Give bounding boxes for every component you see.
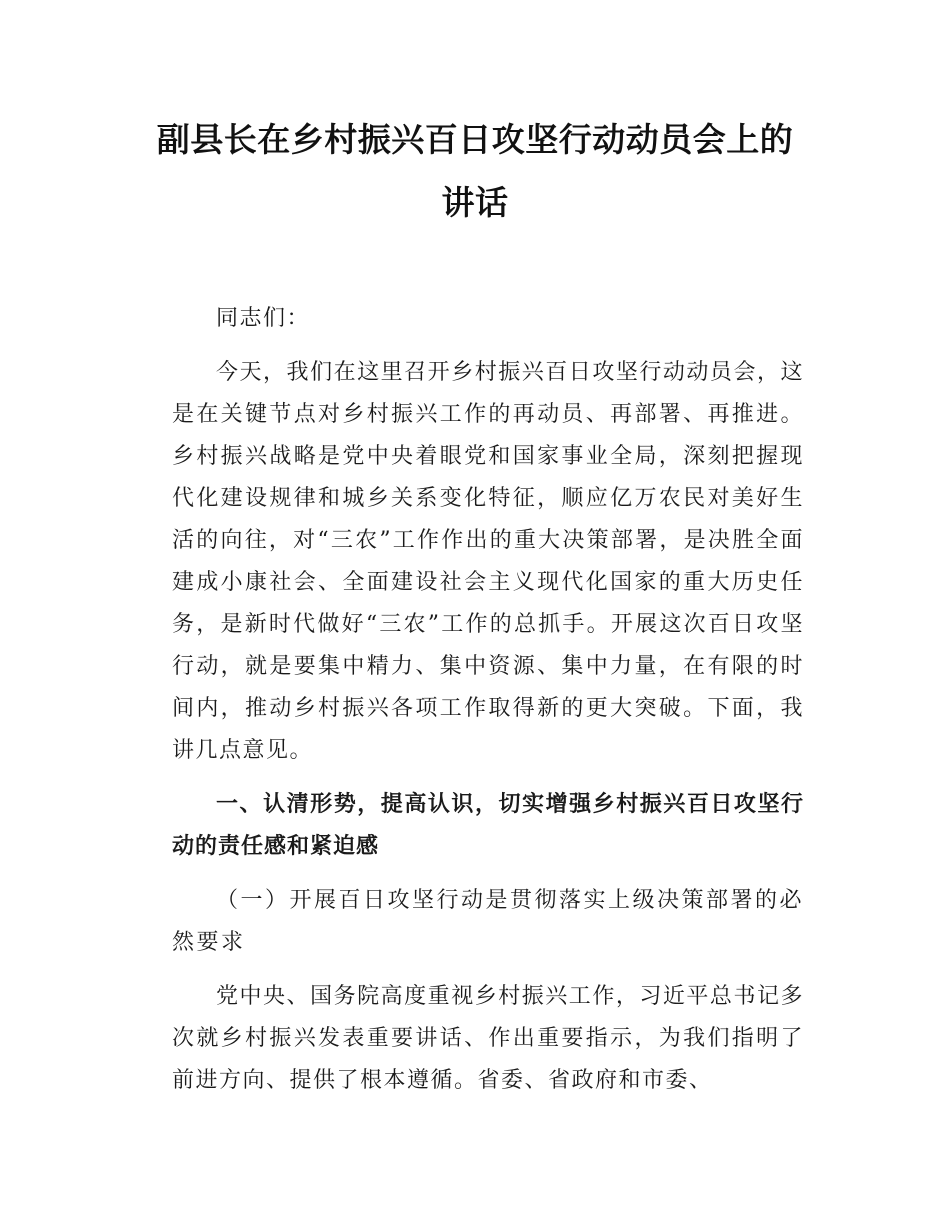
paragraph-intro: 今天，我们在这里召开乡村振兴百日攻坚行动动员会，这是在关键节点对乡村振兴工作的再动员、再部署、再推进。乡村振兴战略是党中央着眼党和国家事业全局，深刻把握现代化建设规律和城乡关系变化特征，顺应亿万农民对美好生活的向往，对“三农”工作作出的重大决策部署，是决胜全面建成小康社会、全面建设社会主义现代化国家的重大历史任务，是新时代做好“三农”工作的总抓手。开展这次百日攻坚行动，就是要集中精力、集中资源、集中力量，在有限的时间内，推动乡村振兴各项工作取得新的更大突破。下面，我讲几点意见。 [172,360,804,763]
title-line-1: 副县长在乡村振兴百日攻坚行动动员会上的 [156,120,794,159]
salutation: 同志们： [216,306,311,331]
title-line-2: 讲话 [441,183,509,222]
paragraph-2: 党中央、国务院高度重视乡村振兴工作，习近平总书记多次就乡村振兴发表重要讲话、作出重要指示，为我们指明了前进方向、提供了根本遵循。省委、省政府和市委、 [172,984,804,1093]
document-body [172,298,804,1102]
subsection-heading-1: （一）开展百日攻坚行动是贯彻落实上级决策部署的必然要求 [172,888,805,955]
section-heading-1: 一、认清形势，提高认识，切实增强乡村振兴百日攻坚行动的责任感和紧迫感 [172,792,804,859]
document-title [140,108,810,234]
